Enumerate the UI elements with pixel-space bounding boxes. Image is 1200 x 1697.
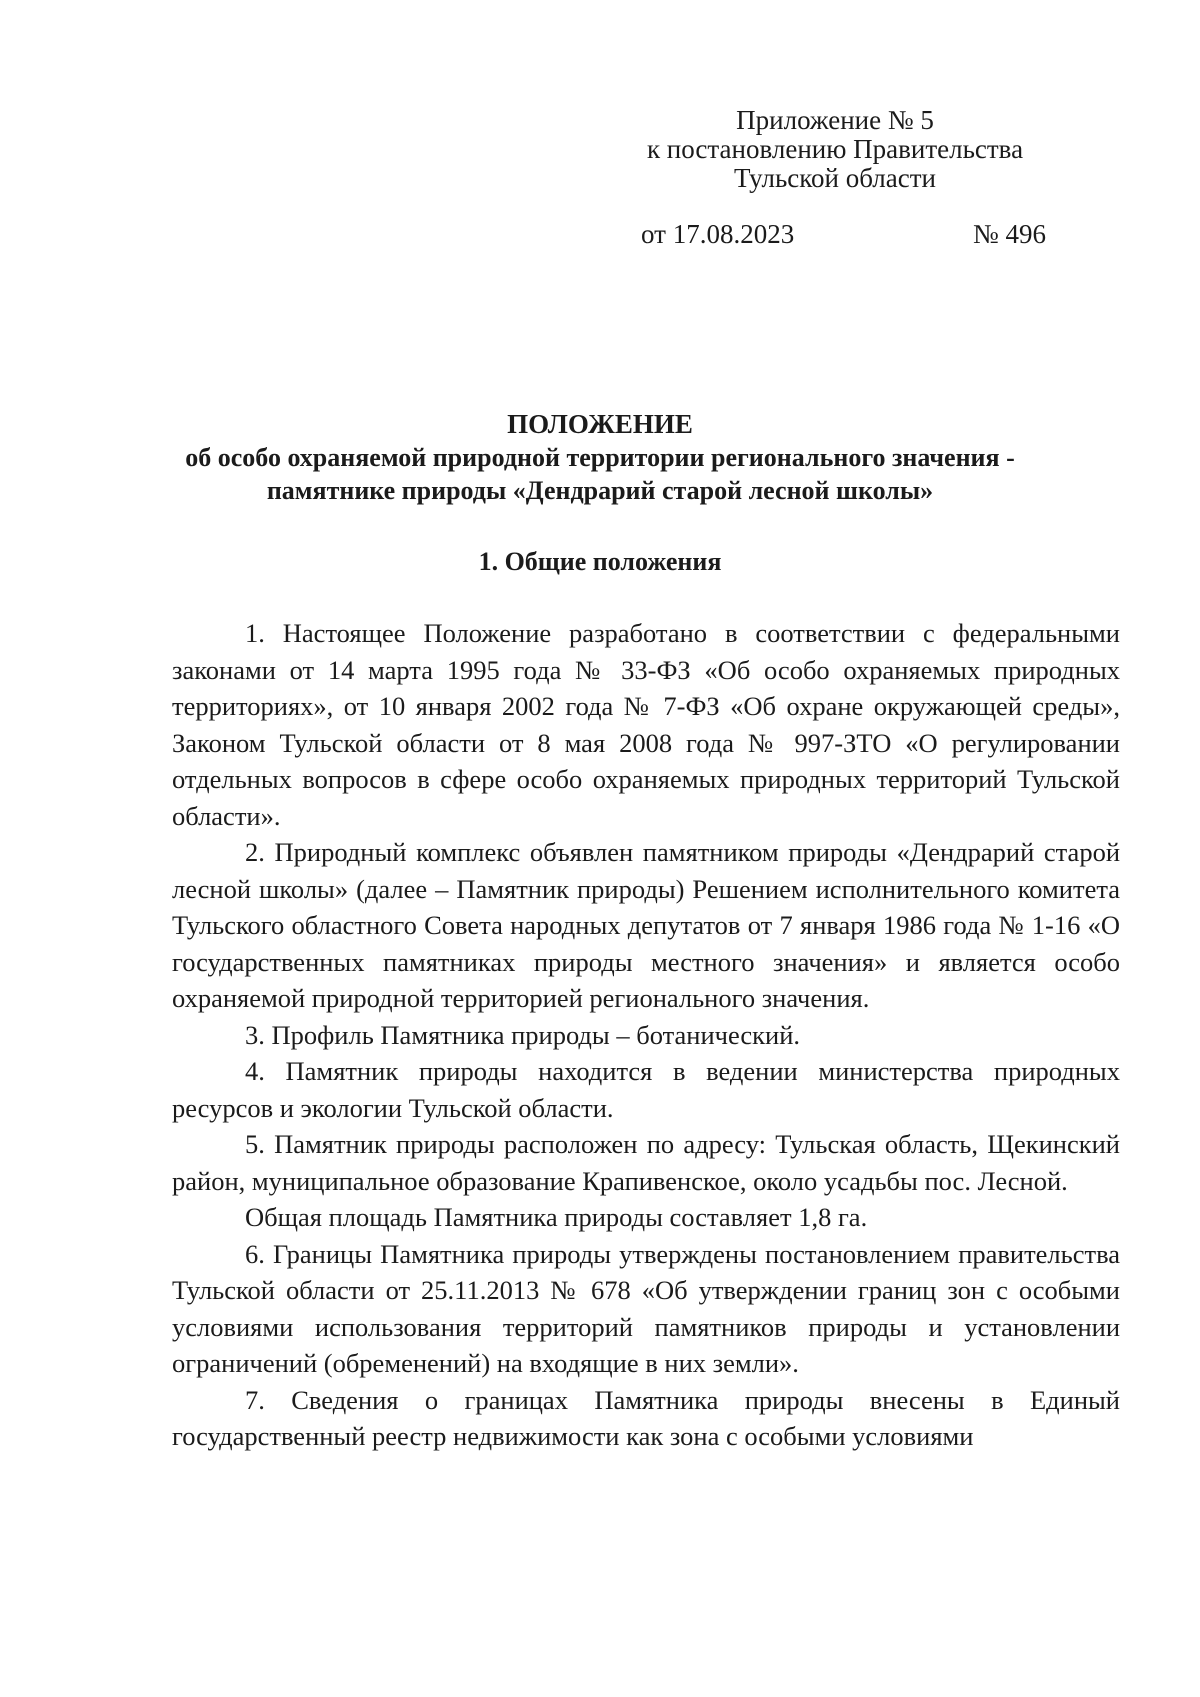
paragraph: 3. Профиль Памятника природы – ботанический. (245, 1019, 801, 1050)
paragraph: 6. Границы Памятника природы утверждены постановлением правительства Тульской области от 25.11.2013 № 678 «Об утверждении границ зон с особыми условиями использования территорий памятников природы и установлении ограничений (обременений) на входящие в них земли». (172, 1238, 1120, 1378)
title-line: ПОЛОЖЕНИЕ (507, 409, 693, 439)
paragraph: 1. Настоящее Положение разработано в соответствии с федеральными законами от 14 марта 1995 года № 33-ФЗ «Об особо охраняемых природных территориях», от 10 января 2002 года № 7-ФЗ «Об охране окружающей среды», Законом Тульской области от 8 мая 2008 года № 997-ЗТО «О регулировании отдельных вопросов в сфере особо охраняемых природных территорий Тульской области». (172, 618, 1120, 831)
paragraph: 5. Памятник природы расположен по адресу: Тульская область, Щекинский район, муниципальное образование Крапивенское, около усадьбы пос. Лесной. (172, 1129, 1120, 1196)
paragraph: 7. Сведения о границах Памятника природы внесены в Единый государственный реестр недвижимости как зона с особыми условиями (172, 1384, 1120, 1451)
appendix-block (620, 106, 1050, 193)
title-line: памятнике природы «Дендрарий старой лесной школы» (266, 476, 934, 505)
paragraph: Общая площадь Памятника природы составляет 1,8 га. (245, 1202, 868, 1232)
appendix-line: Приложение № 5 (736, 105, 934, 135)
section-heading: 1. Общие положения (478, 547, 722, 576)
document-body (172, 615, 1120, 1455)
paragraph: 4. Памятник природы находится в ведении министерства природных ресурсов и экологии Тульской области. (172, 1056, 1120, 1123)
appendix-line: к постановлению Правительства (646, 134, 1024, 164)
decree-date: от 17.08.2023 (641, 219, 795, 249)
paragraph: 2. Природный комплекс объявлен памятником природы «Дендрарий старой лесной школы» (далее – Памятник природы) Решением исполнительного комитета Тульского областного Совета народных депутатов от 7 января 1986 года № 1-16 «О государственных памятниках природы местного значения» и является особо охраняемой природной территорией регионального значения. (172, 837, 1120, 1013)
decree-number: № 496 (973, 219, 1047, 249)
appendix-line: Тульской области (734, 163, 936, 193)
title-line: об особо охраняемой природной территории регионального значения - (185, 443, 1015, 472)
document-title (150, 408, 1050, 507)
